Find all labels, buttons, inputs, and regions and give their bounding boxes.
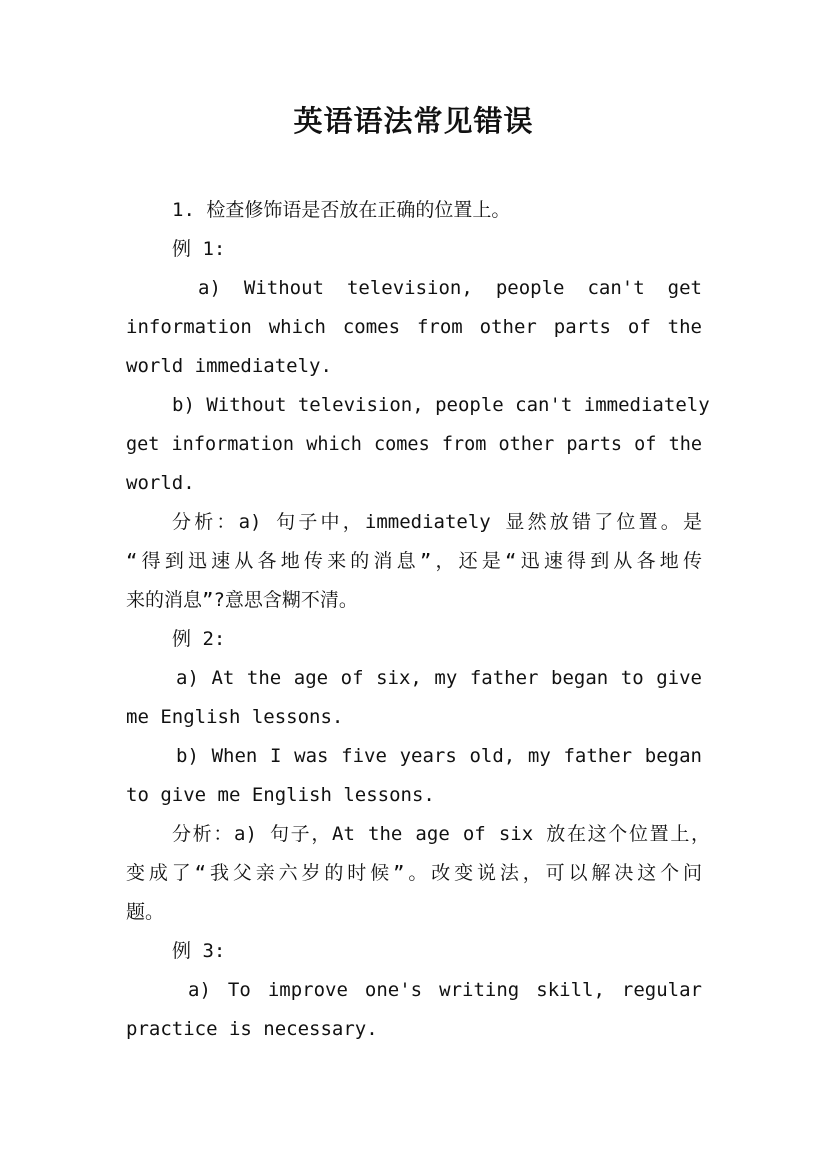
analysis-line: 变成了“我父亲六岁的时候”。改变说法，可以解决这个问 — [126, 862, 702, 884]
example-label: 例 1: — [172, 238, 226, 260]
example-label: 例 3: — [172, 940, 226, 962]
analysis-line: “得到迅速从各地传来的消息”，还是“迅速得到从各地传 — [126, 550, 702, 572]
analysis-line: 来的消息”?意思含糊不清。 — [126, 589, 358, 611]
example-label: 例 2: — [172, 628, 226, 650]
text-line: a) At the age of six, my father began to give — [176, 667, 702, 689]
text-line: a) To improve one's writing skill, regular — [188, 979, 702, 1001]
text-line: b) When I was five years old, my father began — [176, 745, 702, 767]
text-line: information which comes from other parts of the — [126, 316, 702, 338]
text-line: me English lessons. — [126, 706, 344, 728]
text-line: get information which comes from other parts of the — [126, 434, 702, 455]
text-line: world. — [126, 472, 195, 494]
text-line: to give me English lessons. — [126, 784, 435, 806]
analysis-line: 题。 — [126, 901, 165, 923]
text-line: b) Without television, people can't immediately — [172, 394, 710, 416]
section-heading: 1. 检查修饰语是否放在正确的位置上。 — [172, 199, 511, 221]
text-line: a) Without television, people can't get — [198, 277, 702, 299]
text-line: world immediately. — [126, 355, 332, 377]
analysis-line: 分析：a) 句子，At the age of six 放在这个位置上， — [172, 823, 710, 845]
document-title: 英语语法常见错误 — [293, 104, 534, 138]
analysis-line: 分析：a) 句子中，immediately 显然放错了位置。是 — [172, 511, 702, 533]
text-line: practice is necessary. — [126, 1018, 378, 1040]
